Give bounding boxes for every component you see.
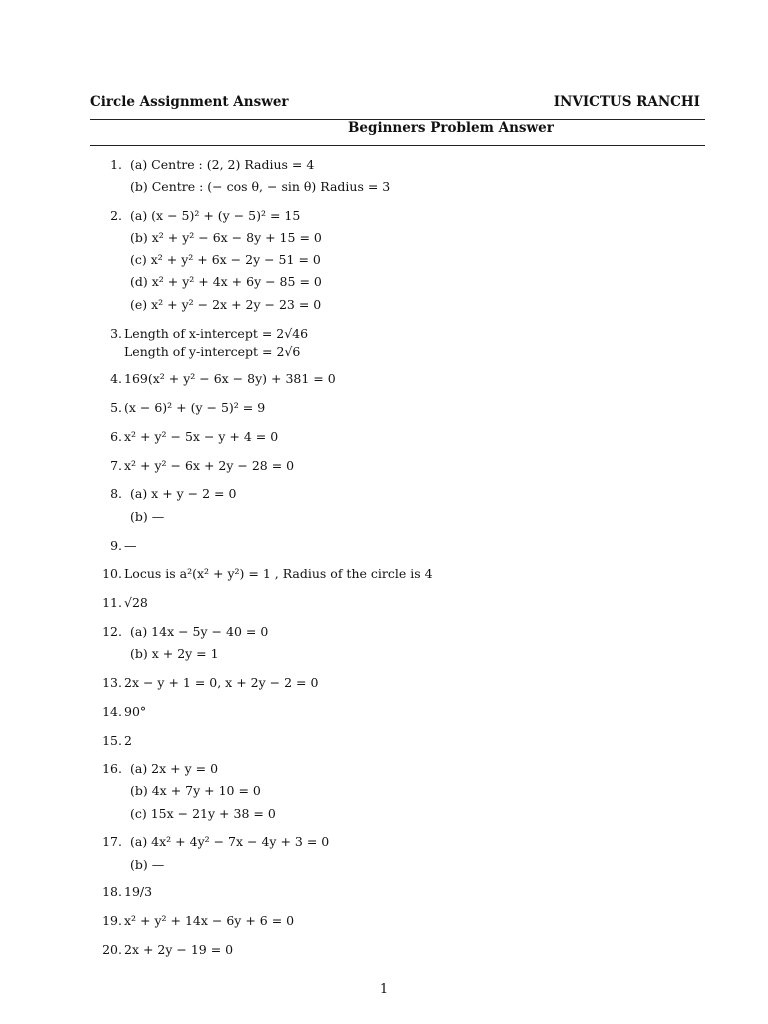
- answer-text: (b) x² + y² − 6x − 8y + 15 = 0: [130, 230, 322, 245]
- answer-number: 14.: [102, 704, 122, 719]
- answer-text: √28: [124, 595, 148, 610]
- answer-text: (b) 4x + 7y + 10 = 0: [130, 783, 261, 798]
- answer-text: 2x + 2y − 19 = 0: [124, 942, 234, 957]
- answer-text: (a) (x − 5)² + (y − 5)² = 15: [130, 208, 301, 223]
- answer-text: (a) x + y − 2 = 0: [130, 486, 237, 501]
- answer-text: (a) 4x² + 4y² − 7x − 4y + 3 = 0: [130, 834, 330, 849]
- answer-number: 19.: [102, 913, 122, 928]
- answer-number: 4.: [110, 371, 122, 386]
- answer-number: 15.: [102, 733, 122, 748]
- answer-text: (b) Centre : (− cos θ, − sin θ) Radius = 3: [130, 179, 391, 194]
- answer-text: 19/3: [124, 884, 153, 899]
- answer-text: (c) x² + y² + 6x − 2y − 51 = 0: [130, 252, 321, 267]
- answer-number: 20.: [102, 942, 122, 957]
- answer-text: (a) Centre : (2, 2) Radius = 4: [130, 157, 315, 172]
- answer-number: 3.: [110, 326, 122, 341]
- answer-text: (a) 14x − 5y − 40 = 0: [130, 624, 269, 639]
- answer-text: 2x − y + 1 = 0, x + 2y − 2 = 0: [124, 675, 319, 690]
- answer-number: 18.: [102, 884, 122, 899]
- answer-text: —: [124, 538, 137, 553]
- answer-text: x² + y² + 14x − 6y + 6 = 0: [124, 913, 295, 928]
- answer-number: 7.: [110, 458, 122, 473]
- answer-number: 2.: [110, 208, 122, 223]
- answer-number: 10.: [102, 566, 122, 581]
- answer-text: x² + y² − 5x − y + 4 = 0: [124, 429, 279, 444]
- answer-number: 16.: [102, 761, 122, 776]
- answer-text: 90°: [124, 704, 147, 719]
- answer-text: Length of x-intercept = 2√46: [124, 326, 309, 341]
- answer-text: (x − 6)² + (y − 5)² = 9: [124, 400, 266, 415]
- answer-text: (b) x + 2y = 1: [130, 646, 219, 661]
- answer-number: 9.: [110, 538, 122, 553]
- answer-number: 12.: [102, 624, 122, 639]
- answer-text: (a) 2x + y = 0: [130, 761, 219, 776]
- answer-text: (e) x² + y² − 2x + 2y − 23 = 0: [130, 297, 322, 312]
- answer-text: 2: [124, 733, 132, 748]
- answer-text: (c) 15x − 21y + 38 = 0: [130, 806, 276, 821]
- page-number: 1: [379, 982, 389, 997]
- answer-text: (d) x² + y² + 4x + 6y − 85 = 0: [130, 274, 322, 289]
- answer-text: x² + y² − 6x + 2y − 28 = 0: [124, 458, 295, 473]
- answer-number: 6.: [110, 429, 122, 444]
- answer-text: Length of y-intercept = 2√6: [124, 344, 301, 359]
- section-title: Beginners Problem Answer: [348, 120, 554, 136]
- answer-text: (b) —: [130, 509, 165, 524]
- answer-number: 1.: [110, 157, 122, 172]
- institution-name: INVICTUS RANCHI: [553, 94, 700, 110]
- answer-number: 8.: [110, 486, 122, 501]
- answer-text: (b) —: [130, 857, 165, 872]
- answer-text: Locus is a²(x² + y²) = 1 , Radius of the circle is 4: [124, 566, 433, 581]
- answer-number: 17.: [102, 834, 122, 849]
- document-title: Circle Assignment Answer: [90, 94, 289, 110]
- header-divider-bottom: [90, 145, 705, 146]
- answer-number: 11.: [102, 595, 122, 610]
- answer-number: 13.: [102, 675, 122, 690]
- answer-number: 5.: [110, 400, 122, 415]
- answer-text: 169(x² + y² − 6x − 8y) + 381 = 0: [124, 371, 336, 386]
